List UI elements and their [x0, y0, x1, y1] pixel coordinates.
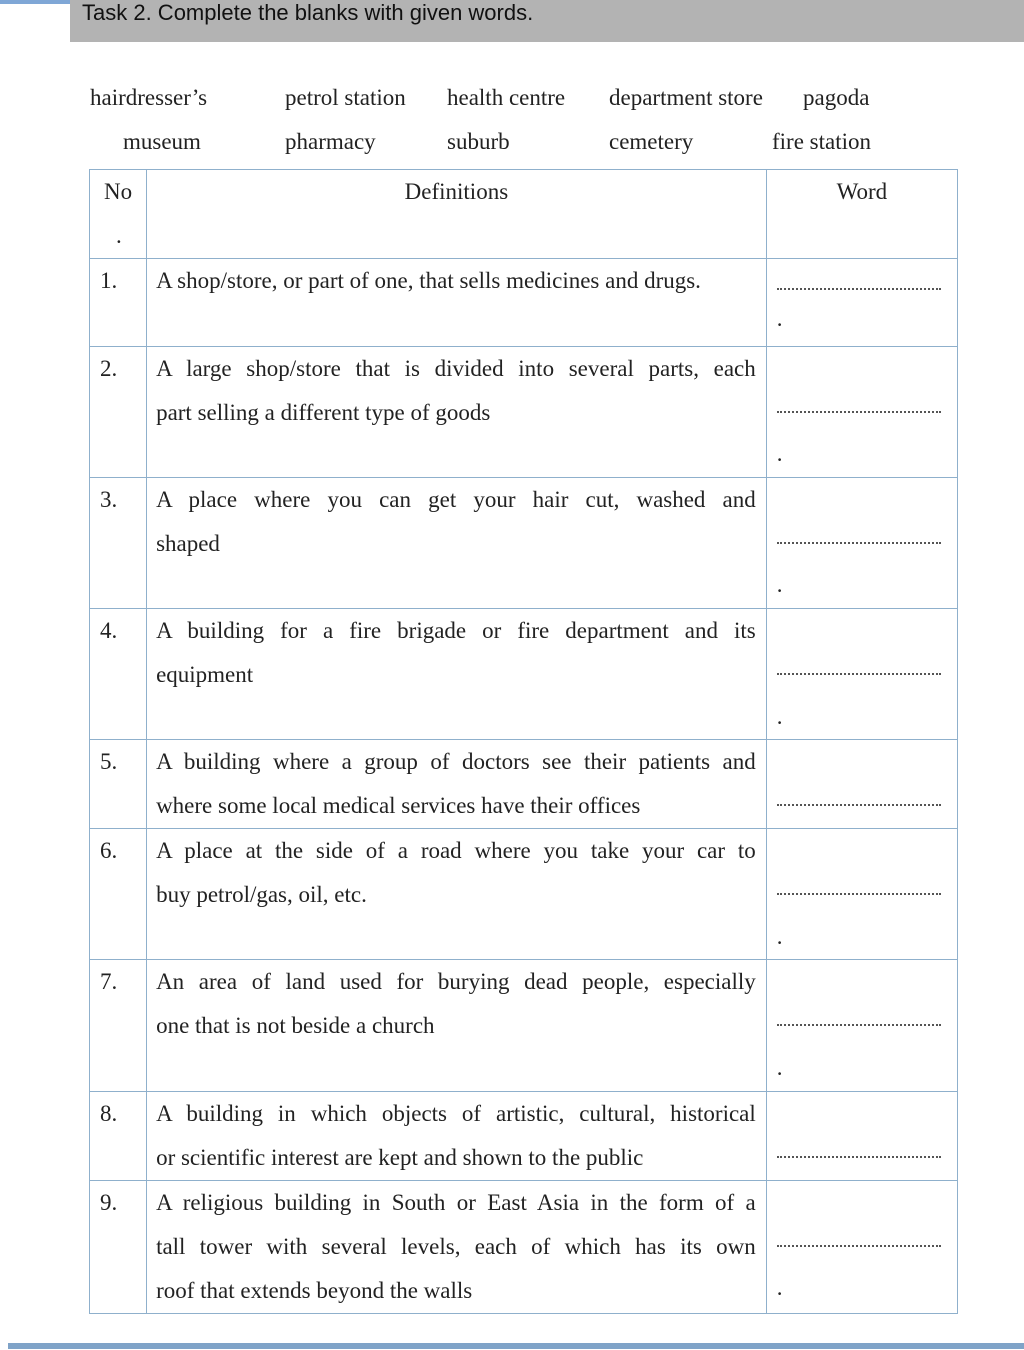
header-no-cell — [90, 170, 147, 259]
word-bank-item: pagoda — [803, 85, 870, 110]
definition-line: shaped — [156, 531, 220, 556]
definition-line: A place at the side of a road where you take your car to — [156, 838, 756, 863]
definition-line: A religious building in South or East Asia in the form of a — [156, 1190, 756, 1215]
row-number-cell — [90, 609, 147, 740]
table-row — [90, 960, 958, 1092]
answer-cell[interactable] — [766, 1181, 957, 1314]
table-row — [90, 259, 958, 347]
answer-blank[interactable] — [777, 804, 941, 806]
answer-blank-dot: . — [776, 1275, 783, 1300]
table-row — [90, 478, 958, 609]
definition-cell — [147, 740, 767, 829]
definition-line: A shop/store, or part of one, that sells medicines and drugs. — [156, 268, 701, 293]
definition-cell — [147, 1092, 767, 1181]
definition-line: tall tower with several levels, each of which has its own — [156, 1234, 756, 1259]
answer-blank-dot: . — [776, 572, 783, 597]
row-number-cell — [90, 960, 147, 1092]
definition-line: A building for a fire brigade or fire department and its — [156, 618, 756, 643]
header-word: Word — [836, 179, 888, 204]
answer-blank-dot: . — [776, 306, 783, 331]
row-number: 3. — [100, 487, 118, 512]
answer-blank[interactable] — [777, 411, 941, 413]
row-number-cell — [90, 829, 147, 960]
header-definitions-cell — [147, 170, 767, 259]
word-bank-item: health centre — [447, 85, 566, 110]
row-number-cell — [90, 478, 147, 609]
row-number: 4. — [100, 618, 118, 643]
answer-cell[interactable] — [766, 347, 957, 478]
word-bank-item: pharmacy — [285, 129, 376, 154]
answer-cell[interactable] — [766, 609, 957, 740]
row-number-cell — [90, 347, 147, 478]
row-number-cell — [90, 1092, 147, 1181]
table-row — [90, 1092, 958, 1181]
answer-cell[interactable] — [766, 259, 957, 347]
answer-blank[interactable] — [777, 673, 941, 675]
definition-cell — [147, 478, 767, 609]
definition-cell — [147, 960, 767, 1092]
header-no-dot: . — [116, 223, 122, 248]
answer-blank-dot: . — [776, 1055, 783, 1080]
task-title: Task 2. Complete the blanks with given words. — [82, 0, 534, 25]
table-header-row — [90, 170, 958, 259]
word-bank-item: suburb — [447, 129, 510, 154]
word-bank-item: petrol station — [285, 85, 406, 110]
answer-blank[interactable] — [777, 542, 941, 544]
answer-blank[interactable] — [777, 288, 941, 290]
table-row — [90, 1181, 958, 1314]
header-definitions: Definitions — [404, 179, 509, 204]
word-bank-item: museum — [123, 129, 201, 154]
answer-cell[interactable] — [766, 829, 957, 960]
definition-line: roof that extends beyond the walls — [156, 1278, 473, 1303]
row-number: 2. — [100, 356, 118, 381]
answer-blank[interactable] — [777, 1245, 941, 1247]
definition-line: one that is not beside a church — [156, 1013, 435, 1038]
table-row — [90, 347, 958, 478]
answer-cell[interactable] — [766, 960, 957, 1092]
definition-line: A building in which objects of artistic, cultural, historical — [156, 1101, 756, 1126]
row-number: 1. — [100, 268, 118, 293]
definition-line: where some local medical services have their offices — [156, 793, 641, 818]
definition-line: A large shop/store that is divided into several parts, each — [156, 356, 756, 381]
row-number: 6. — [100, 838, 118, 863]
definition-line: A place where you can get your hair cut, washed and — [156, 487, 756, 512]
answer-blank-dot: . — [776, 441, 783, 466]
task-header-bar — [70, 0, 1024, 42]
definition-line: A building where a group of doctors see their patients and — [156, 749, 756, 774]
definition-cell — [147, 1181, 767, 1314]
row-number: 7. — [100, 969, 118, 994]
answer-blank-dot: . — [776, 924, 783, 949]
bottom-accent-bar — [8, 1343, 1024, 1349]
row-number-cell — [90, 259, 147, 347]
definition-line: part selling a different type of goods — [156, 400, 491, 425]
row-number-cell — [90, 1181, 147, 1314]
table-row — [90, 740, 958, 829]
answer-blank[interactable] — [777, 1024, 941, 1026]
header-no: No — [104, 179, 133, 204]
answer-blank-dot: . — [776, 704, 783, 729]
table-row — [90, 609, 958, 740]
definition-cell — [147, 609, 767, 740]
row-number: 9. — [100, 1190, 118, 1215]
definition-cell — [147, 347, 767, 478]
definition-line: buy petrol/gas, oil, etc. — [156, 882, 367, 907]
answer-blank[interactable] — [777, 893, 941, 895]
answer-cell[interactable] — [766, 740, 957, 829]
definition-cell — [147, 259, 767, 347]
definition-line: or scientific interest are kept and shown to the public — [156, 1145, 644, 1170]
definition-cell — [147, 829, 767, 960]
answer-cell[interactable] — [766, 478, 957, 609]
top-accent-line — [0, 0, 70, 4]
definition-line: equipment — [156, 662, 254, 687]
answer-cell[interactable] — [766, 1092, 957, 1181]
definitions-table — [89, 169, 958, 1314]
answer-blank[interactable] — [777, 1156, 941, 1158]
row-number-cell — [90, 740, 147, 829]
table-row — [90, 829, 958, 960]
word-bank-item: cemetery — [609, 129, 694, 154]
word-bank-item: fire station — [772, 129, 871, 154]
header-word-cell — [766, 170, 957, 259]
definition-line: An area of land used for burying dead people, especially — [156, 969, 756, 994]
word-bank-item: hairdresser’s — [90, 85, 208, 110]
row-number: 5. — [100, 749, 118, 774]
row-number: 8. — [100, 1101, 118, 1126]
word-bank-item: department store — [609, 85, 763, 110]
